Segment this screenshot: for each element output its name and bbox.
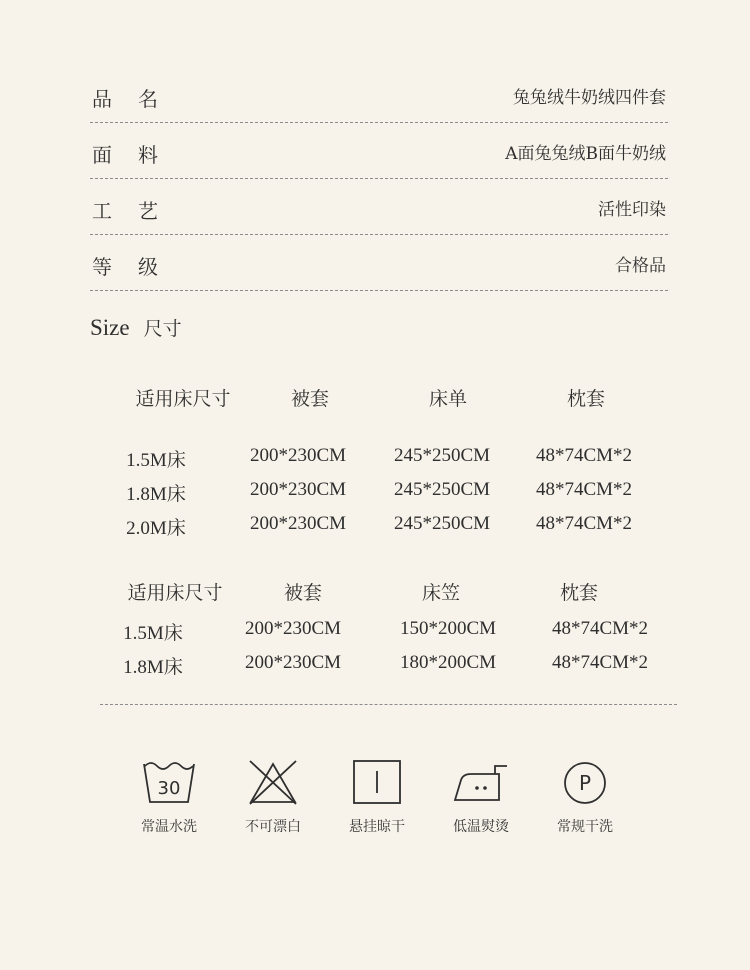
care-item-low-iron: [431, 758, 531, 836]
care-label: 不可漂白: [245, 819, 301, 835]
table-cell: 200*230CM: [249, 479, 347, 500]
table-header: 床笠: [421, 582, 461, 604]
info-label: 工艺: [92, 199, 184, 223]
care-item-no-bleach: [223, 758, 323, 836]
table-header: 适用床尺寸: [127, 582, 223, 604]
size-section-title: [90, 314, 182, 341]
table-header: 枕套: [566, 388, 606, 410]
table-cell: 1.5M床: [123, 623, 183, 644]
table-cell: 48*74CM*2: [551, 652, 649, 673]
table-cell: 180*200CM: [399, 652, 497, 673]
table-cell: 48*74CM*2: [535, 445, 633, 466]
table-cell: 150*200CM: [399, 618, 497, 639]
care-item-hang-dry: [327, 758, 427, 836]
table-header: 床单: [428, 388, 468, 410]
section-divider: [100, 704, 677, 705]
info-value: 兔兔绒牛奶绒四件套: [513, 88, 666, 108]
wash-30-icon: [142, 758, 196, 806]
info-row-craft: [90, 179, 668, 235]
table-cell: 200*230CM: [244, 618, 342, 639]
table-cell: 48*74CM*2: [535, 513, 633, 534]
table-cell: 245*250CM: [393, 445, 491, 466]
info-label: 面料: [92, 143, 184, 167]
info-label: 等级: [92, 255, 184, 279]
table-header: 被套: [283, 582, 323, 604]
table-cell: 245*250CM: [393, 479, 491, 500]
table-cell: 1.5M床: [126, 450, 186, 471]
info-value: A面兔兔绒B面牛奶绒: [505, 144, 666, 164]
dry-clean-icon: [558, 758, 612, 806]
table-cell: 2.0M床: [126, 518, 186, 539]
info-row-fabric: [90, 123, 668, 179]
table-cell: 1.8M床: [126, 484, 186, 505]
size-title-cn: 尺寸: [143, 318, 182, 340]
table-cell: 245*250CM: [393, 513, 491, 534]
hang-dry-icon: [350, 758, 404, 806]
low-iron-icon: [451, 758, 511, 806]
table-header: 被套: [290, 388, 330, 410]
info-label: 品名: [92, 87, 184, 111]
table-cell: 200*230CM: [244, 652, 342, 673]
table-cell: 1.8M床: [123, 657, 183, 678]
care-item-dry-clean: [535, 758, 635, 836]
no-bleach-icon: [246, 758, 300, 806]
table-cell: 48*74CM*2: [535, 479, 633, 500]
care-label: 悬挂晾干: [349, 819, 405, 835]
info-value: 合格品: [615, 256, 666, 276]
wash-temperature: 30: [157, 778, 181, 799]
info-value: 活性印染: [598, 200, 666, 220]
table-cell: 200*230CM: [249, 513, 347, 534]
care-label: 低温熨烫: [453, 819, 509, 835]
table-header: 适用床尺寸: [135, 388, 231, 410]
info-row-name: [90, 67, 668, 123]
care-item-wash: [119, 758, 219, 836]
care-label: 常温水洗: [141, 819, 197, 835]
table-cell: 48*74CM*2: [551, 618, 649, 639]
table-cell: 200*230CM: [249, 445, 347, 466]
info-row-grade: [90, 235, 668, 291]
size-title-en: Size: [90, 315, 130, 340]
care-label: 常规干洗: [557, 819, 613, 835]
table-header: 枕套: [559, 582, 599, 604]
dry-clean-letter: P: [578, 771, 592, 795]
